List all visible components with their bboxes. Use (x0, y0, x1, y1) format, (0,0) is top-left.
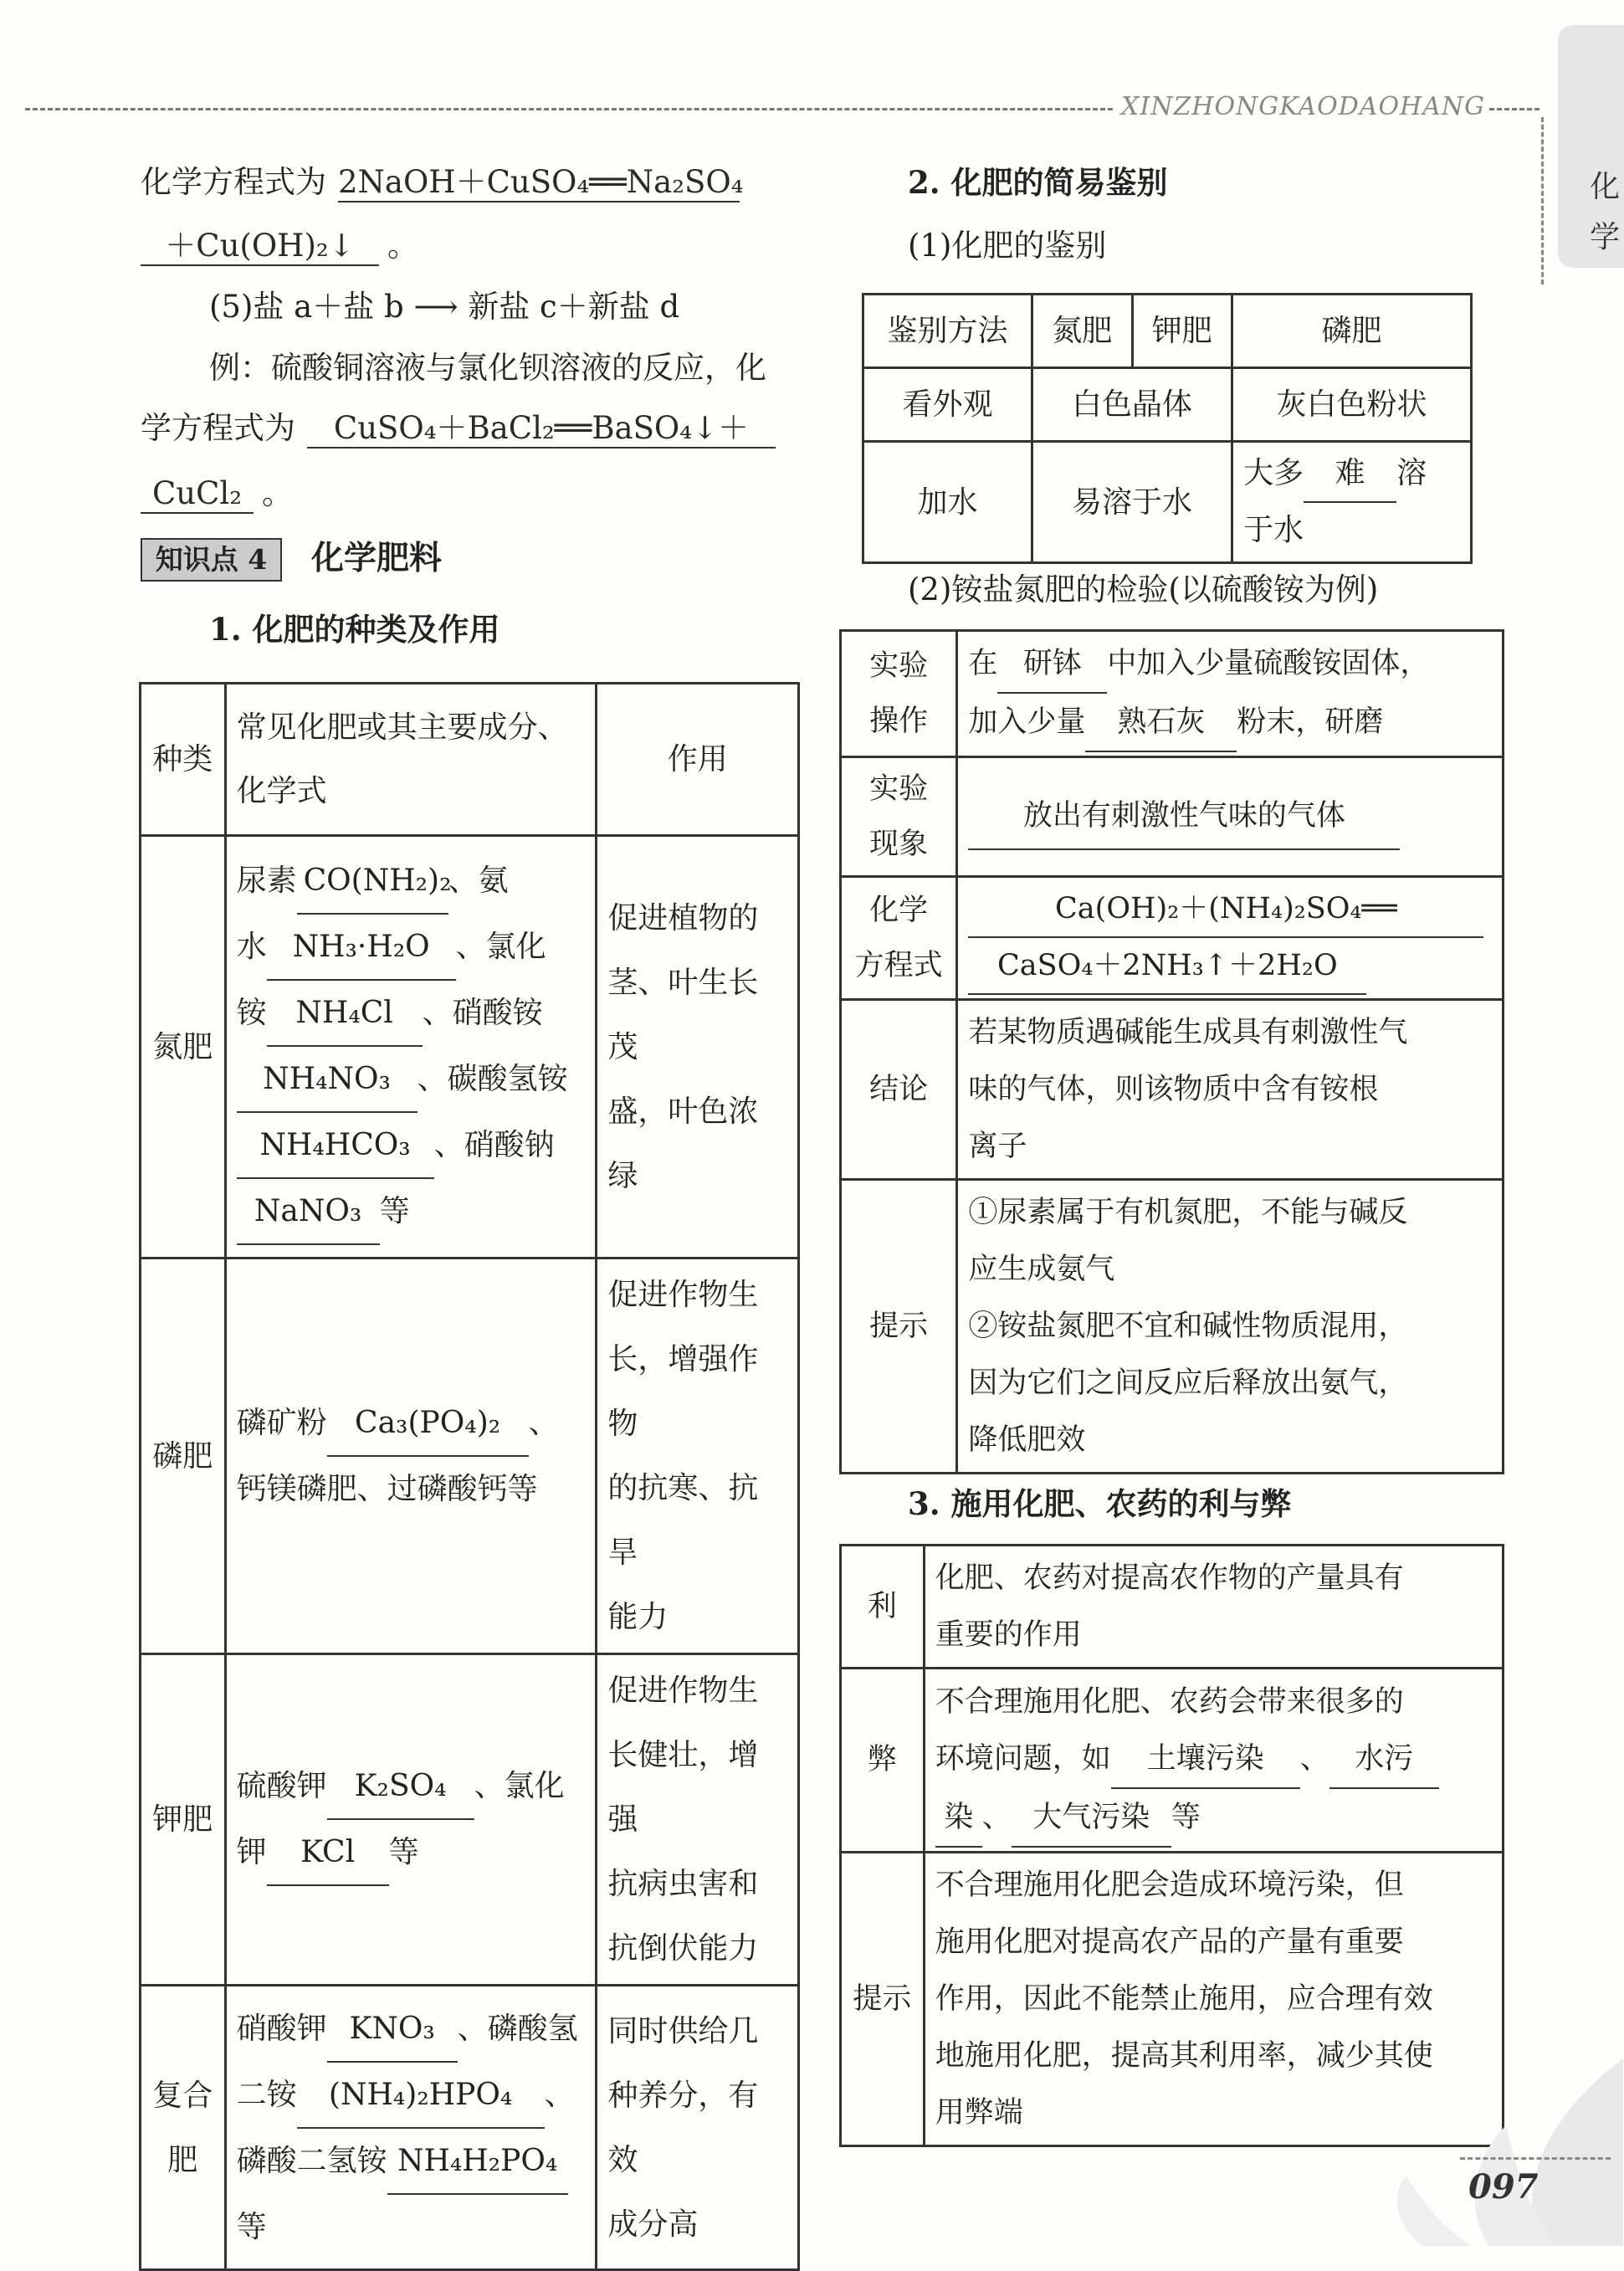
compound-composition: 硝酸钾 KNO₃ 、磷酸氢 二铵 (NH₄)₂HPO₄ 、 磷酸二氢铵 NH₄H₂PO₄ 等 (225, 1986, 597, 2270)
table-row (141, 836, 799, 1259)
side-tab-char-1: 化 (1590, 170, 1621, 204)
table1-header-effect: 作用 (597, 684, 799, 836)
table2-water-nk: 易溶于水 (1032, 442, 1232, 563)
subsection-1-title: (1)化肥的鉴别 (908, 228, 1107, 264)
subsection-2-title: (2)铵盐氮肥的检验(以硫酸铵为例) (908, 572, 1379, 607)
table3-ph: 放出有刺激性气味的气体 (957, 757, 1504, 877)
table3-eq: Ca(OH)₂＋(NH₄)₂SO₄══ CaSO₄＋2NH₃↑＋2H₂O (957, 877, 1504, 1000)
table2-header-n: 氮肥 (1032, 295, 1132, 368)
table2-header-k: 钾肥 (1132, 295, 1232, 368)
table3-tip-label: 提示 (841, 1180, 957, 1474)
table-row (841, 631, 1504, 757)
section-2-title: 2. 化肥的简易鉴别 (908, 164, 1168, 201)
table1-header-composition: 常见化肥或其主要成分、化学式 (225, 684, 597, 836)
example-line-2: 学方程式为 CuSO₄＋BaCl₂══BaSO₄↓＋ (141, 410, 776, 449)
phosphorus-effect: 促进作物生 长，增强作物 的抗寒、抗旱 能力 (597, 1259, 799, 1654)
footer-dash (1460, 2157, 1611, 2160)
ammonium-test-table (839, 629, 1504, 1474)
table2-appearance-p: 灰白色粉状 (1232, 368, 1472, 442)
table4-pro: 化肥、农药对提高农作物的产量具有 重要的作用 (924, 1546, 1503, 1669)
compound-effect: 同时供给几 种养分，有效 成分高 (597, 1986, 799, 2270)
table-row (841, 757, 1504, 877)
section-3-title: 3. 施用化肥、农药的利与弊 (908, 1485, 1292, 1522)
eq4-answer-1: 2NaOH＋CuSO₄══Na₂SO₄ (338, 164, 740, 202)
table3-con-label: 结论 (841, 1000, 957, 1180)
potassium-effect: 促进作物生 长健壮，增强 抗病虫害和 抗倒伏能力 (597, 1654, 799, 1986)
table-row (863, 368, 1472, 442)
table4-con-label: 弊 (841, 1669, 925, 1853)
compound-type: 复合 肥 (141, 1986, 226, 2270)
table2-method-appearance: 看外观 (863, 368, 1032, 442)
side-tab-char-2: 学 (1590, 220, 1621, 254)
table-row (841, 877, 1504, 1000)
table-row (863, 442, 1472, 563)
eq4-answer-2: ＋Cu(OH)₂↓ (141, 228, 379, 266)
table-row (141, 1259, 799, 1654)
eq4-line-1: 化学方程式为 2NaOH＋CuSO₄══Na₂SO₄ (141, 164, 740, 202)
page-number: 097 (1468, 2167, 1539, 2207)
table-row (863, 295, 1472, 368)
fertilizer-types-table (139, 682, 800, 2271)
table-row (141, 1986, 799, 2270)
example-answer-1: CuSO₄＋BaCl₂══BaSO₄↓＋ (307, 410, 776, 449)
eq4-line-2: ＋Cu(OH)₂↓ 。 (141, 228, 418, 266)
identification-table (862, 293, 1473, 564)
table-row (841, 1180, 1504, 1474)
example-line-1: 例：硫酸铜溶液与氯化钡溶液的反应，化 (209, 350, 766, 386)
header-dash-line (25, 108, 1113, 110)
header-tag: XINZHONGKAODAOHANG (1121, 92, 1486, 121)
potassium-composition: 硫酸钾 K₂SO₄ 、氯化 钾 KCl 等 (225, 1654, 597, 1986)
table1-header-type: 种类 (141, 684, 226, 836)
table4-tip: 不合理施用化肥会造成环境污染，但 施用化肥对提高农产品的产量有重要 作用，因此不能禁止施用，应合理有效 地施用化肥，提高其利用率，减少其使 用弊端 (924, 1853, 1503, 2146)
table3-ph-label: 实验 现象 (841, 757, 957, 877)
example-answer-2: CuCl₂ (141, 475, 254, 514)
phosphorus-composition: 磷矿粉 Ca₃(PO₄)₂ 、 钙镁磷肥、过磷酸钙等 (225, 1259, 597, 1654)
nitrogen-type: 氮肥 (141, 836, 226, 1259)
table2-water-p: 大多 难 溶 于水 (1232, 442, 1472, 563)
phosphorus-type: 磷肥 (141, 1259, 226, 1654)
header-dash-line-end (1489, 108, 1539, 110)
example-line-3: CuCl₂ 。 (141, 475, 293, 514)
section-1-title: 1. 化肥的种类及作用 (209, 611, 500, 648)
table3-eq-label: 化学 方程式 (841, 877, 957, 1000)
nitrogen-effect: 促进植物的 茎、叶生长茂 盛，叶色浓绿 (597, 836, 799, 1259)
table3-tip: ①尿素属于有机氮肥，不能与碱反 应生成氨气 ②铵盐氮肥不宜和碱性物质混用， 因为它们之间反应后释放出氨气， 降低肥效 (957, 1180, 1504, 1474)
item-5: (5)盐 a＋盐 b ⟶ 新盐 c＋新盐 d (209, 289, 680, 325)
table-row (841, 1546, 1504, 1669)
table-row (841, 1669, 1504, 1853)
table2-header-p: 磷肥 (1232, 295, 1472, 368)
table2-appearance-nk: 白色晶体 (1032, 368, 1232, 442)
table-row (841, 1000, 1504, 1180)
potassium-type: 钾肥 (141, 1654, 226, 1986)
table-row (141, 684, 799, 836)
table3-op: 在 研钵 中加入少量硫酸铵固体， 加入少量 熟石灰 粉末，研磨 (957, 631, 1504, 757)
knowledge-point-title: 化学肥料 (311, 539, 443, 577)
table2-header-method: 鉴别方法 (863, 295, 1032, 368)
table-row (141, 1654, 799, 1986)
table3-op-label: 实验 操作 (841, 631, 957, 757)
table4-con: 不合理施用化肥、农药会带来很多的 环境问题，如 土壤污染 、 水污 染 、 大气污染 等 (924, 1669, 1503, 1853)
side-dash (1541, 117, 1544, 285)
table3-con: 若某物质遇碱能生成具有刺激性气 味的气体，则该物质中含有铵根 离子 (957, 1000, 1504, 1180)
table4-tip-label: 提示 (841, 1853, 925, 2146)
leaf-decoration-icon (1305, 2008, 1623, 2246)
table4-pro-label: 利 (841, 1546, 925, 1669)
knowledge-point-label: 知识点 4 (141, 538, 282, 582)
table2-method-water: 加水 (863, 442, 1032, 563)
nitrogen-composition: 尿素 CO(NH₂)₂、氨 水 NH₃·H₂O 、氯化 铵 NH₄Cl 、硝酸铵 NH₄NO₃ 、碳酸氢铵 NH₄HCO₃ 、硝酸钠 NaNO₃ 等 (225, 836, 597, 1259)
